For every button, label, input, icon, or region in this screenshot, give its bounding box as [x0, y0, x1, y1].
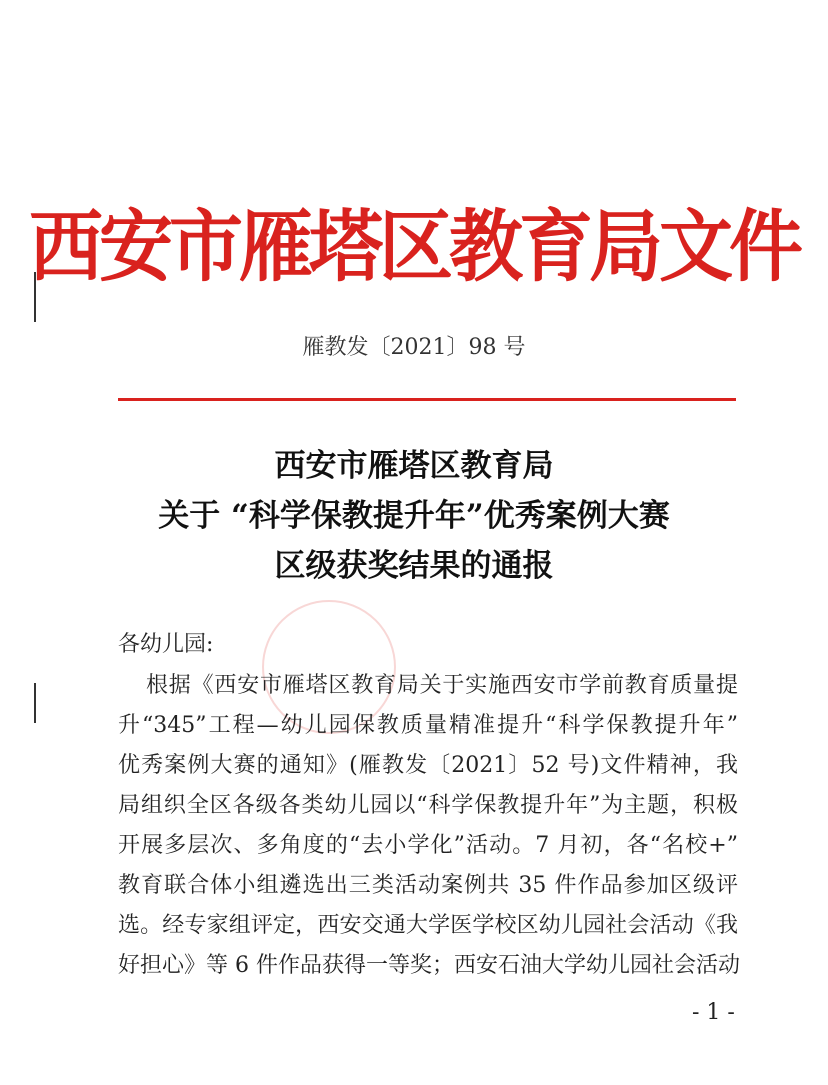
document-header-title: 西安市雁塔区教育局文件 [29, 202, 799, 293]
body-line-5: 开展多层次、多角度的“去小学化”活动。7 月初，各“名校+” [118, 833, 738, 858]
greeting: 各幼儿园: [118, 632, 214, 657]
body-line-8: 好担心》等 6 件作品获得一等奖；西安石油大学幼儿园社会活动 [118, 953, 740, 978]
document-number: 雁教发〔2021〕98 号 [302, 335, 526, 360]
body-line-7: 选。经专家组评定，西安交通大学医学校区幼儿园社会活动《我 [118, 913, 738, 938]
notice-title-line-3: 区级获奖结果的通报 [274, 548, 554, 584]
scan-mark-middle [34, 683, 36, 723]
notice-title-line-1: 西安市雁塔区教育局 [274, 448, 554, 484]
body-line-2: 升“345”工程—幼儿园保教质量精准提升“科学保教提升年” [118, 713, 738, 738]
body-line-4: 局组织全区各级各类幼儿园以“科学保教提升年”为主题，积极 [118, 793, 738, 818]
body-line-3: 优秀案例大赛的通知》(雁教发〔2021〕52 号)文件精神，我 [118, 753, 738, 778]
body-line-6: 教育联合体小组遴选出三类活动案例共 35 件作品参加区级评 [118, 873, 738, 898]
notice-title-line-2: 关于 “科学保教提升年”优秀案例大赛 [158, 498, 670, 534]
page-number: - 1 - [692, 1000, 735, 1025]
red-divider-line [118, 398, 736, 401]
body-line-1: 根据《西安市雁塔区教育局关于实施西安市学前教育质量提 [146, 673, 738, 698]
